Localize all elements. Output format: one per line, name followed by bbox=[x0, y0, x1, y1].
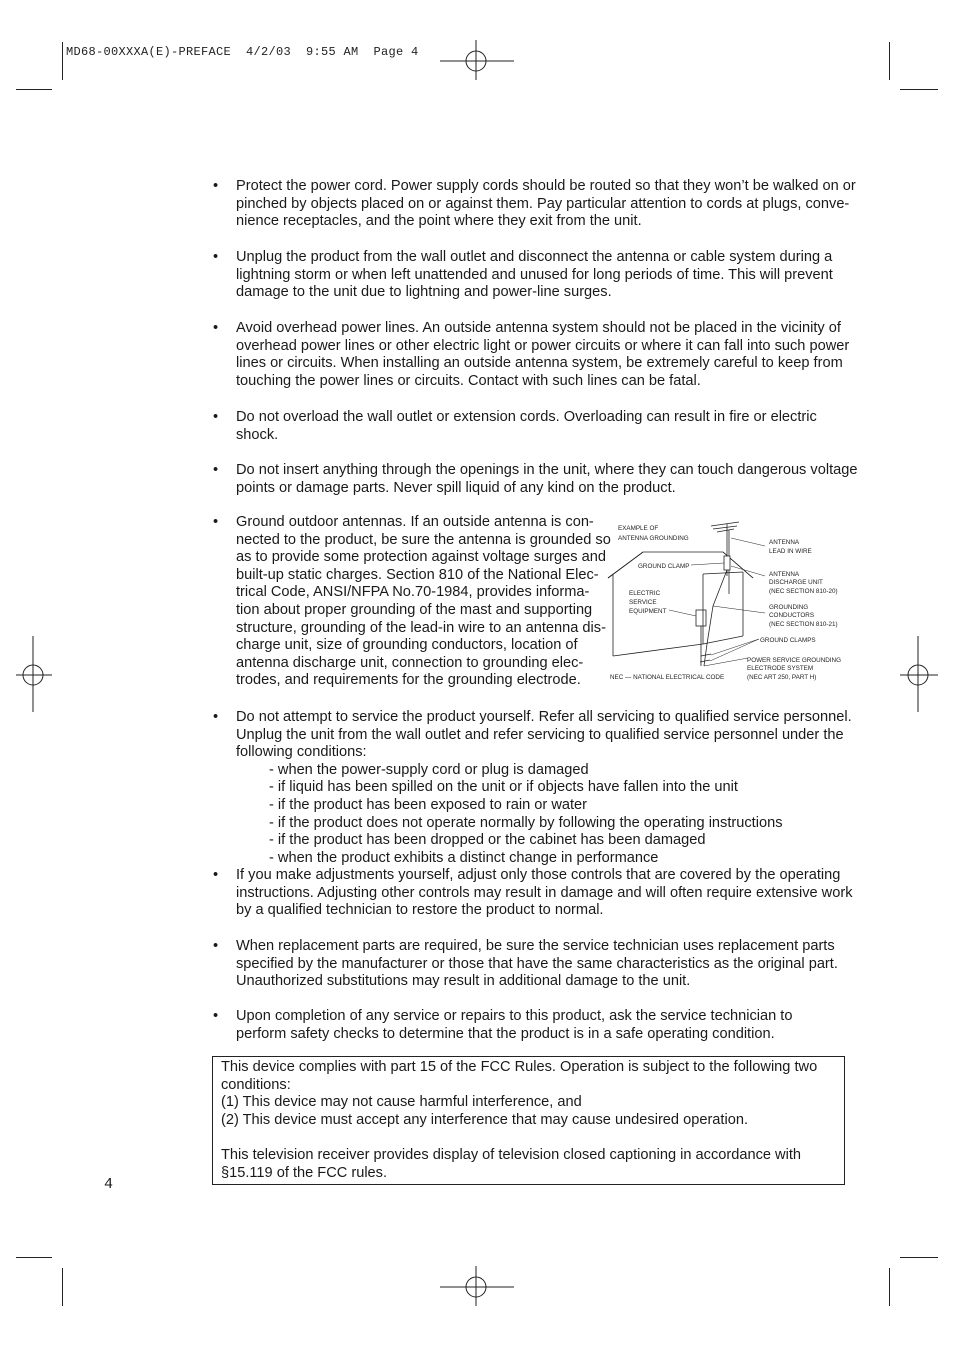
label-conductors-3: (NEC SECTION 810-21) bbox=[769, 621, 838, 628]
antenna-mast bbox=[700, 522, 739, 666]
text-line: Ground outdoor antennas. If an outside antenna is con- bbox=[236, 514, 594, 530]
label-discharge-unit-3: (NEC SECTION 810-20) bbox=[769, 588, 838, 595]
text-line: pinched by objects placed on or against them. Pay particular attention to cords at plugs, conve- bbox=[236, 195, 850, 212]
text-line: touching the power lines or circuits. Contact with such lines can be fatal. bbox=[236, 372, 701, 389]
label-conductors-2: CONDUCTORS bbox=[769, 612, 815, 619]
page-number: 4 bbox=[104, 1176, 114, 1193]
label-electric-service-2: SERVICE bbox=[629, 599, 657, 606]
bullet-symbol: • bbox=[213, 514, 219, 530]
label-power-grounding-3: (NEC ART 250, PART H) bbox=[747, 674, 817, 681]
text-line: Do not attempt to service the product yourself. Refer all servicing to qualified service personnel. bbox=[236, 709, 852, 725]
text-line: trodes, and requirements for the grounding electrode. bbox=[236, 672, 581, 689]
text-line: as to provide some protection against voltage surges and bbox=[236, 549, 606, 566]
condition-item: - if the product has been dropped or the cabinet has been damaged bbox=[269, 832, 706, 849]
text-line: Unauthorized substitutions may result in additional damage to the unit. bbox=[236, 973, 691, 990]
label-electric-service-1: ELECTRIC bbox=[629, 590, 661, 597]
text-line: lightning storm or when left unattended and unused for long periods of time. This will prevent bbox=[236, 266, 833, 283]
text-line: perform safety checks to determine that the product is in a safe operating condition. bbox=[236, 1025, 775, 1042]
text-line: damage to the unit due to lightning and power-line surges. bbox=[236, 284, 612, 301]
diagram-title-line1: EXAMPLE OF bbox=[618, 525, 659, 532]
bullet-symbol: • bbox=[213, 709, 219, 725]
label-nec: NEC — NATIONAL ELECTRICAL CODE bbox=[610, 674, 725, 681]
fcc-line: (1) This device may not cause harmful interference, and bbox=[221, 1094, 582, 1111]
label-discharge-unit-1: ANTENNA bbox=[769, 571, 800, 578]
bullet-symbol: • bbox=[213, 867, 219, 883]
text-line: overhead power lines or other electric light or power circuits or where it can fall into such power bbox=[236, 337, 850, 354]
condition-item: - if the product does not operate normally by following the operating instructions bbox=[269, 814, 783, 831]
label-power-grounding-1: POWER SERVICE GROUNDING bbox=[747, 657, 841, 664]
label-power-grounding-2: ELECTRODE SYSTEM bbox=[747, 665, 814, 672]
text-line: instructions. Adjusting other controls may result in damage and will often require extensive work bbox=[236, 884, 853, 901]
text-line: charge unit, size of grounding conductors, location of bbox=[236, 637, 578, 654]
bullet-symbol: • bbox=[213, 938, 219, 954]
label-ground-clamp: GROUND CLAMP bbox=[638, 563, 690, 570]
diagram-title-line2: ANTENNA GROUNDING bbox=[618, 535, 689, 542]
antenna-grounding-diagram bbox=[603, 516, 853, 686]
text-line: lines or circuits. When installing an outside antenna system, be extremely careful to keep from bbox=[236, 355, 843, 372]
fcc-line: This television receiver provides display of television closed captioning in accordance with bbox=[221, 1146, 801, 1163]
bullet-symbol: • bbox=[213, 178, 219, 194]
bullet-symbol: • bbox=[213, 320, 219, 336]
text-line: When replacement parts are required, be sure the service technician uses replacement parts bbox=[236, 938, 835, 954]
text-line: following conditions: bbox=[236, 744, 367, 761]
text-line: points or damage parts. Never spill liquid of any kind on the product. bbox=[236, 479, 676, 496]
fcc-line: §15.119 of the FCC rules. bbox=[221, 1164, 388, 1181]
bullet-symbol: • bbox=[213, 462, 219, 478]
condition-item: - when the product exhibits a distinct change in performance bbox=[269, 849, 659, 866]
text-line: by a qualified technician to restore the product to normal. bbox=[236, 902, 604, 919]
text-line: structure, grounding of the lead-in wire to an antenna dis- bbox=[236, 619, 606, 636]
text-line: nience receptacles, and the point where they exit from the unit. bbox=[236, 213, 642, 230]
bullet-symbol: • bbox=[213, 1008, 219, 1024]
print-slug: MD68-00XXXA(E)-PREFACE 4/2/03 9:55 AM Page 4 bbox=[66, 45, 419, 59]
condition-item: - if the product has been exposed to rain or water bbox=[269, 796, 588, 813]
text-line: Do not insert anything through the openings in the unit, where they can touch dangerous voltage bbox=[236, 462, 858, 478]
text-line: tion about proper grounding of the mast and supporting bbox=[236, 601, 593, 618]
text-line: specified by the manufacturer or those that have the same characteristics as the original part. bbox=[236, 955, 838, 972]
text-line: Protect the power cord. Power supply cords should be routed so that they won’t be walked on or bbox=[236, 178, 856, 194]
fcc-compliance-box bbox=[212, 1056, 845, 1185]
label-discharge-unit-2: DISCHARGE UNIT bbox=[769, 579, 823, 586]
text-line: nected to the product, be sure the antenna is grounded so bbox=[236, 531, 611, 548]
bullet-symbol: • bbox=[213, 409, 219, 425]
bullet-symbol: • bbox=[213, 249, 219, 265]
text-line: Upon completion of any service or repairs to this product, ask the service technician to bbox=[236, 1008, 793, 1024]
text-line: Unplug the product from the wall outlet and disconnect the antenna or cable system during a bbox=[236, 249, 833, 265]
text-line: shock. bbox=[236, 426, 279, 443]
text-line: trical Code, ANSI/NFPA No.70-1984, provides informa- bbox=[236, 584, 590, 601]
label-ground-clamps: GROUND CLAMPS bbox=[760, 637, 816, 644]
text-line: Avoid overhead power lines. An outside antenna system should not be placed in the vicinity of bbox=[236, 320, 841, 336]
text-line: built-up static charges. Section 810 of the National Elec- bbox=[236, 566, 599, 583]
fcc-line: conditions: bbox=[221, 1076, 291, 1093]
label-antenna-lead-1: ANTENNA bbox=[769, 539, 800, 546]
text-line: If you make adjustments yourself, adjust only those controls that are covered by the operating bbox=[236, 867, 841, 883]
label-antenna-lead-2: LEAD IN WIRE bbox=[769, 548, 812, 555]
label-electric-service-3: EQUIPMENT bbox=[629, 608, 667, 615]
fcc-line: (2) This device must accept any interference that may cause undesired operation. bbox=[221, 1111, 749, 1128]
condition-item: - if liquid has been spilled on the unit or if objects have fallen into the unit bbox=[269, 779, 738, 796]
text-line: Do not overload the wall outlet or extension cords. Overloading can result in fire or electric bbox=[236, 409, 817, 425]
text-line: antenna discharge unit, connection to grounding elec- bbox=[236, 654, 584, 671]
condition-item: - when the power-supply cord or plug is damaged bbox=[269, 761, 589, 778]
text-line: Unplug the unit from the wall outlet and refer servicing to qualified service personnel under the bbox=[236, 726, 844, 743]
fcc-spacer bbox=[213, 1129, 844, 1147]
label-conductors-1: GROUNDING bbox=[769, 604, 809, 611]
electric-service-box bbox=[696, 610, 706, 666]
fcc-line: This device complies with part 15 of the FCC Rules. Operation is subject to the following two bbox=[221, 1059, 818, 1075]
